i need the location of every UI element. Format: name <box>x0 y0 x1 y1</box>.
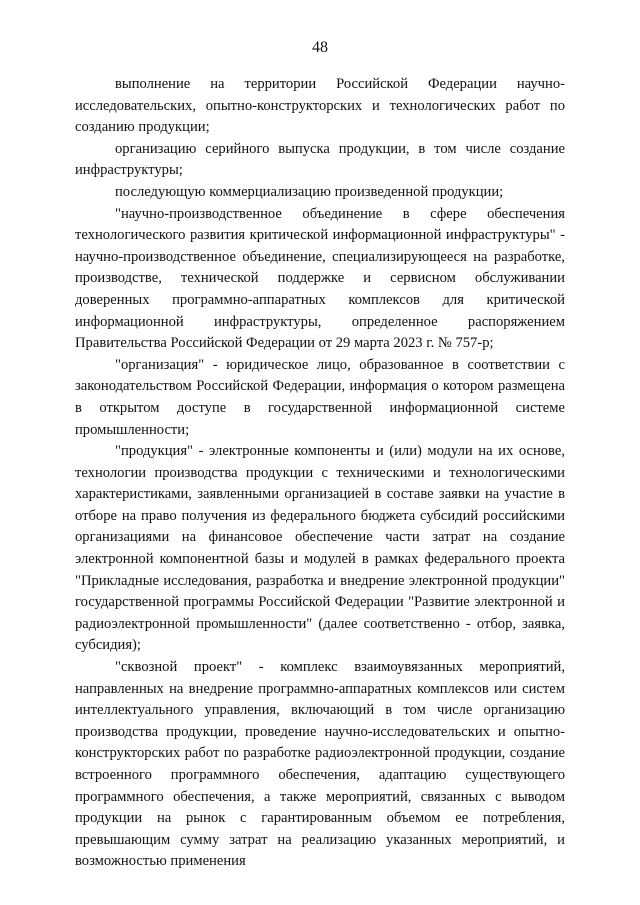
paragraph-item-3: последующую коммерциализацию произведенной продукции; <box>115 183 504 200</box>
paragraph-definition-organization: "организация" - юридическое лицо, образованное в соответствии с законодательством Российской Федерации, информация о котором размещена в открытом доступе в государственной информационной системе промышленности; <box>75 356 565 438</box>
paragraph-definition-npo: "научно-производственное объединение в сфере обеспечения технологического развития критической информационной инфраструктуры" - научно-производственное объединение, специализирующееся на разработке, производстве, технической поддержке и сервисном обслуживании доверенных программно-аппаратных комплексов для критической информационной инфраструктуры, определенное распоряжением Правительства Российской Федерации от 29 марта 2023 г. № 757-р; <box>75 205 565 352</box>
paragraph-item-1: выполнение на территории Российской Федерации научно-исследовательских, опытно-конструкторских и технологических работ по созданию продукции; <box>75 76 565 136</box>
paragraph-definition-end-to-end-project: "сквозной проект" - комплекс взаимоувязанных мероприятий, направленных на внедрение программно-аппаратных комплексов или систем интеллектуального управления, включающий в том числе организацию производства продукции, проведение научно-исследовательских и опытно-конструкторских работ по разработке радиоэлектронной продукции, создание встроенного программного обеспечения, адаптацию существующего программного обеспечения, а также мероприятий, связанных с выводом продукции на рынок с гарантированным объемом ее потребления, превышающим сумму затрат на реализацию указанных мероприятий, и возможностью применения <box>75 659 565 870</box>
page-number: 48 <box>312 39 328 56</box>
paragraph-definition-product: "продукция" - электронные компоненты и (или) модули на их основе, технологии производства продукции с техническими и технологическими характеристиками, заявленными организацией в составе заявки на участие в отборе на право получения из федерального бюджета субсидий российскими организациями на финансовое обеспечение части затрат на создание электронной компонентной базы и модулей в рамках федерального проекта "Прикладные исследования, разработка и внедрение электронной продукции" государственной программы Российской Федерации "Развитие электронной и радиоэлектронной промышленности" (далее соответственно - отбор, заявка, субсидия); <box>75 443 565 654</box>
document-body <box>75 74 565 873</box>
paragraph-item-2: организацию серийного выпуска продукции, в том числе создание инфраструктуры; <box>75 140 565 179</box>
